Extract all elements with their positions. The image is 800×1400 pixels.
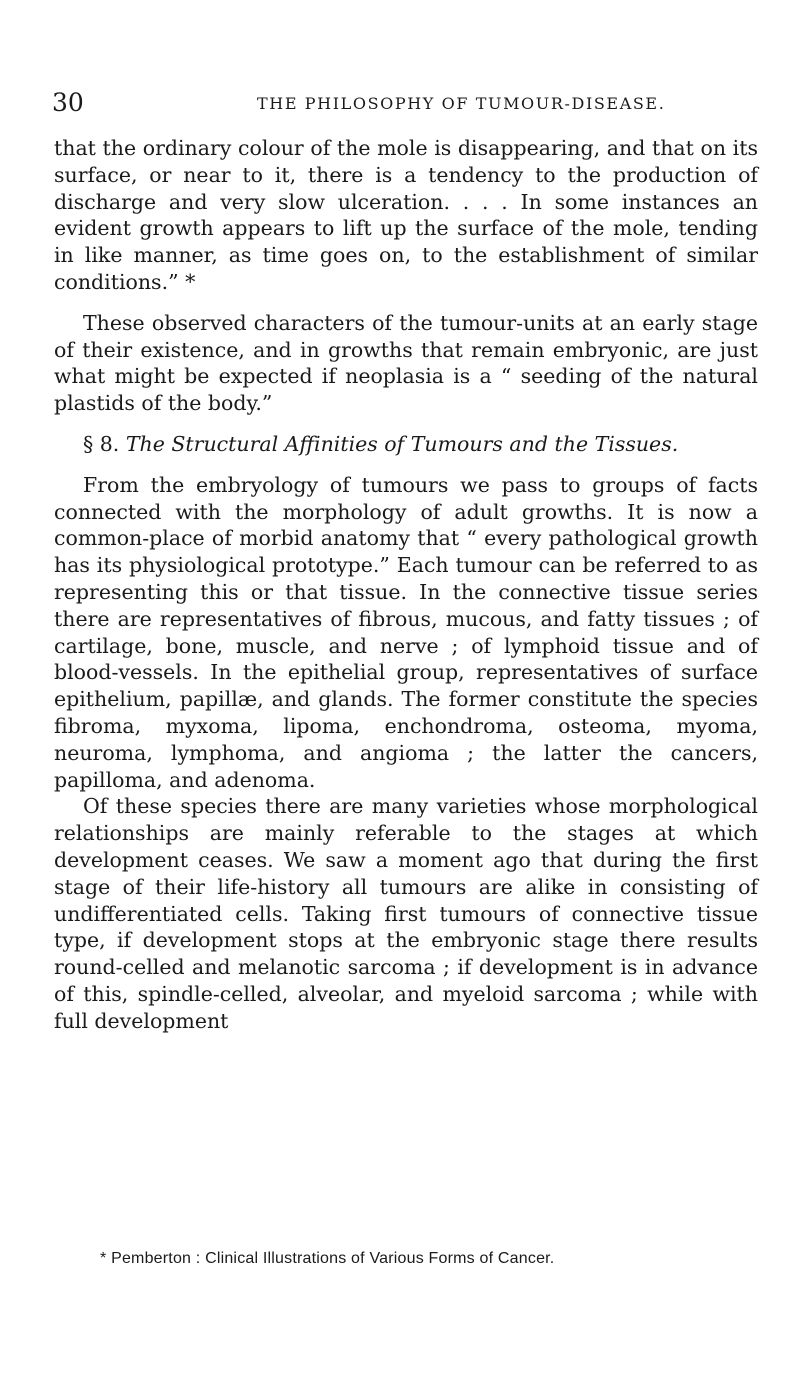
page-header	[52, 88, 752, 118]
paragraph-continued: that the ordinary colour of the mole is disappearing, and that on its surface, or near to it, there is a tendency to the production of discharge and very slow ulceration. . . . In some instances an evident growth appears to lift up the surface of the mole, tending in like manner, as time goes on, to the establishment of similar conditions.” *	[54, 136, 758, 294]
paragraph: From the embryology of tumours we pass to groups of facts connected with the morphology of adult growths. It is now a common-place of morbid anatomy that “ every pathological growth has its physiological prototype.” Each tumour can be referred to as representing this or that tissue. In the connective tissue series there are representatives of fibrous, mucous, and fatty tissues ; of cartilage, bone, muscle, and nerve ; of lymphoid tissue and of blood-vessels. In the epithelial group, representatives of surface epithelium, papillæ, and glands. The former constitute the species fibroma, myxoma, lipoma, enchondroma, osteoma, myoma, neuroma, lymphoma, and angioma ; the latter the cancers, papilloma, and adenoma.	[54, 472, 758, 792]
footnote: * Pemberton : Clinical Illustrations of Various Forms of Cancer.	[100, 1250, 555, 1267]
page-number: 30	[52, 88, 84, 117]
body-text	[54, 135, 758, 1035]
paragraph: These observed characters of the tumour-units at an early stage of their existence, and in growths that remain embryonic, are just what might be expected if neoplasia is a “ seeding of the natural plastids of the body.”	[54, 310, 758, 416]
section-title: The Structural Affinities of Tumours and the Tissues.	[125, 431, 679, 456]
section-heading	[54, 431, 758, 458]
paragraph: Of these species there are many varieties whose morphological relationships are mainly referable to the stages at which development ceases. We saw a moment ago that during the first stage of their life-history all tumours are alike in consisting of undifferentiated cells. Taking first tumours of connective tissue type, if development stops at the embryonic stage there results round-celled and melanotic sarcoma ; if development is in advance of this, spindle-celled, alveolar, and myeloid sarcoma ; while with full development	[54, 794, 758, 1033]
section-number: § 8.	[83, 431, 120, 456]
running-title: THE PHILOSOPHY OF TUMOUR-DISEASE.	[257, 94, 666, 113]
